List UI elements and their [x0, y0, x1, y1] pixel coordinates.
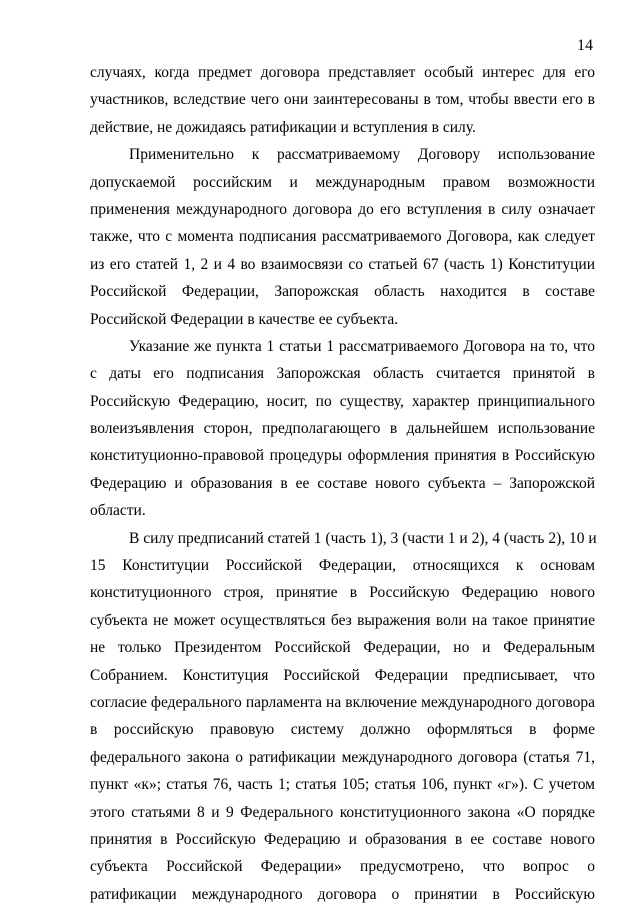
text-line: 15 Конституции Российской Федерации, относящихся к основам — [90, 557, 595, 575]
text-line: В силу предписаний статей 1 (часть 1), 3 (части 1 и 2), 4 (часть 2), 10 и — [129, 529, 597, 547]
text-line: Применительно к рассматриваемому Договору использование — [129, 146, 595, 164]
text-line: в российскую правовую систему должно оформляться в форме — [90, 721, 595, 739]
paragraph-1 — [90, 59, 595, 141]
text-line: применения международного договора до его вступления в силу означает — [90, 200, 595, 218]
text-line: Российской Федерации в качестве ее субъекта. — [90, 310, 399, 328]
text-line: субъекта Российской Федерации» предусмотрено, что вопрос о — [90, 858, 595, 876]
text-line: также, что с момента подписания рассматриваемого Договора, как следует — [90, 228, 595, 246]
text-line: субъекта не может осуществляться без выражения воли на такое принятие — [90, 611, 595, 629]
text-line: Указание же пункта 1 статьи 1 рассматриваемого Договора на то, что — [129, 337, 595, 355]
text-line: Собранием. Конституция Российской Федерации предписывает, что — [90, 666, 595, 684]
text-line: ратификации международного договора о принятии в Российскую — [90, 885, 595, 903]
text-line: этого статьями 8 и 9 Федерального конституционного закона «О порядке — [90, 803, 595, 821]
paragraph-3 — [90, 333, 595, 525]
text-line: с даты его подписания Запорожская область считается принятой в — [90, 365, 595, 383]
text-line: Российскую Федерацию, носит, по существу, характер принципиального — [90, 392, 595, 410]
text-line: Российской Федерации, Запорожская область находится в составе — [90, 283, 595, 301]
text-line: случаях, когда предмет договора представляет особый интерес для его — [90, 64, 595, 81]
text-line: из его статей 1, 2 и 4 во взаимосвязи со статьей 67 (часть 1) Конституции — [90, 255, 595, 273]
text-line: пункт «к»; статья 76, часть 1; статья 105; статья 106, пункт «г»). С учетом — [90, 776, 595, 794]
text-line: участников, вследствие чего они заинтересованы в том, чтобы ввести его в — [90, 91, 595, 109]
text-line: волеизъявления сторон, предполагающего в дальнейшем использование — [90, 420, 595, 438]
page-number: 14 — [577, 37, 593, 54]
document-body — [90, 59, 595, 908]
text-line: конституционно-правовой процедуры оформления принятия в Российскую — [90, 447, 595, 465]
text-line: конституционного строя, принятие в Российскую Федерацию нового — [90, 584, 595, 602]
text-line: области. — [90, 502, 146, 520]
text-line: федерального закона о ратификации международного договора (статья 71, — [90, 748, 595, 766]
text-line: принятия в Российскую Федерацию и образования в ее составе нового — [90, 830, 595, 848]
text-line: Федерацию и образования в ее составе нового субъекта – Запорожской — [90, 474, 595, 492]
text-line: не только Президентом Российской Федерации, но и Федеральным — [90, 639, 595, 657]
text-line: действие, не дожидаясь ратификации и вступления в силу. — [90, 118, 476, 136]
text-line: согласие федерального парламента на включение международного договора — [90, 693, 595, 711]
text-line: допускаемой российским и международным правом возможности — [90, 173, 595, 191]
paragraph-2 — [90, 141, 595, 333]
paragraph-4 — [90, 525, 595, 908]
